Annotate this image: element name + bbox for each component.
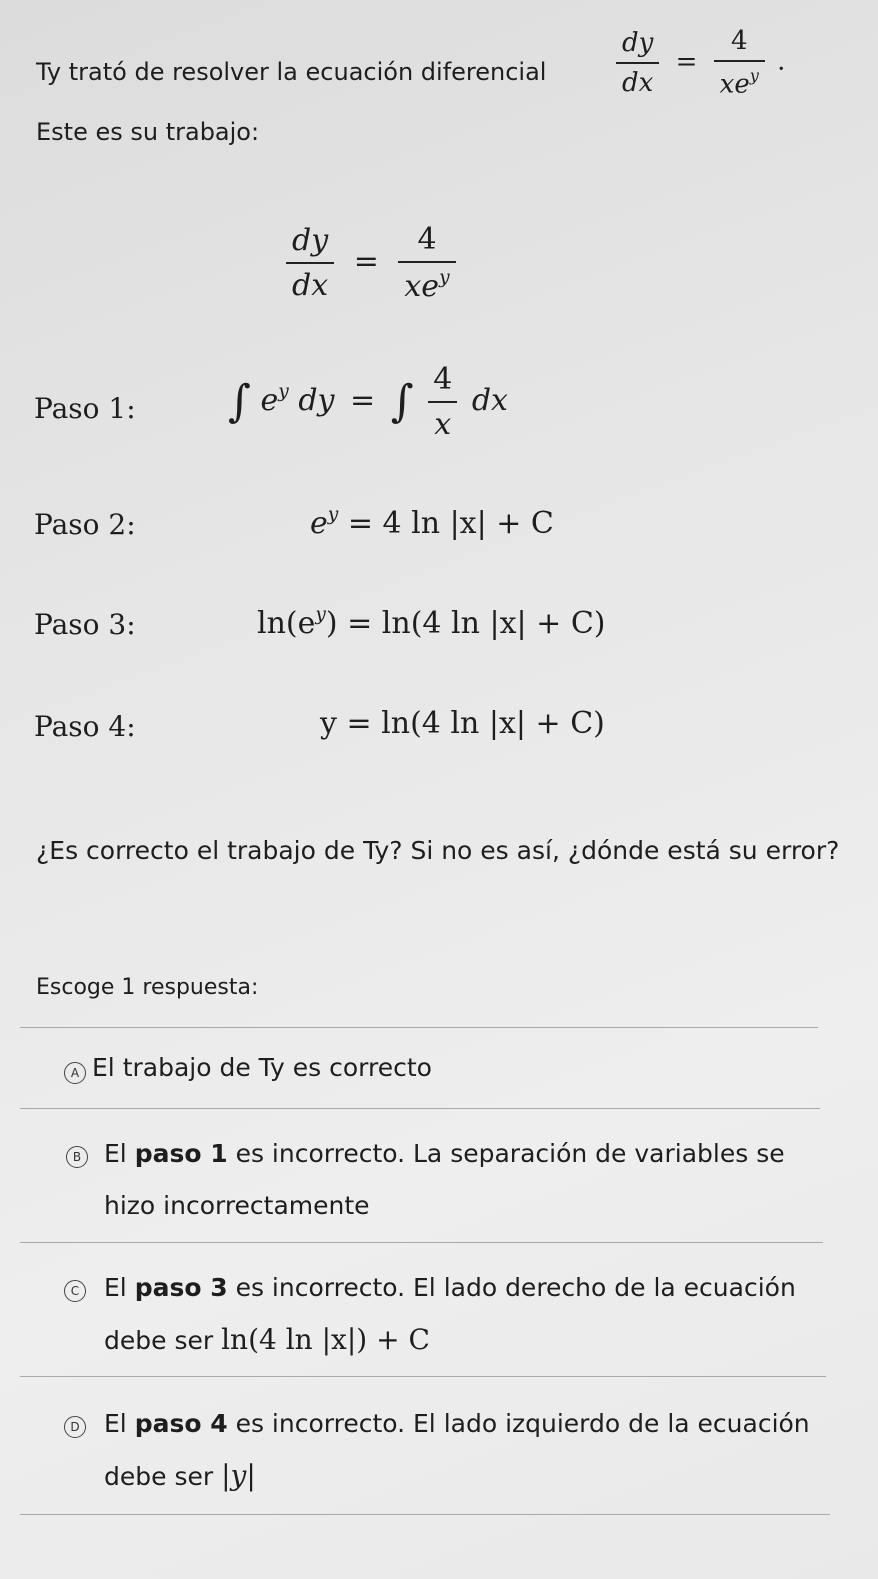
option-c-bold: paso 3 [134, 1273, 228, 1302]
step-1-lhs-sup: y [278, 380, 289, 402]
work-eq-rhs-den: xe [404, 269, 440, 305]
option-d-bold: paso 4 [134, 1409, 228, 1438]
option-d-pre: El [104, 1409, 135, 1438]
work-eq-rhs-den-sup: y [439, 267, 450, 288]
option-b-radio[interactable]: B [66, 1146, 88, 1168]
step-1-label: Paso 1: [34, 392, 136, 425]
eq-equals: = [675, 46, 698, 77]
intro-text [36, 58, 546, 87]
divider [20, 1027, 818, 1028]
integral-sign: ∫ [390, 376, 414, 427]
step-1-rhs-d: dx [471, 383, 508, 418]
step-1-equation: ∫ $e^y$ dy = ∫ $\frac{4}{x}$ dx [228, 362, 508, 442]
step-2-label: Paso 2: [34, 508, 136, 541]
option-a-radio[interactable]: A [64, 1062, 86, 1084]
option-c-text [104, 1262, 824, 1367]
work-equation [282, 222, 460, 304]
eq-period: . [777, 46, 786, 77]
option-b-text [104, 1128, 824, 1232]
step-4-expr: y = ln(4 ln |x| + C) [320, 706, 605, 741]
integral-sign: ∫ [228, 376, 251, 427]
choose-label: Escoge 1 respuesta: [36, 975, 259, 1000]
header-equation [612, 26, 785, 99]
step-3-expr-sup: y [315, 604, 326, 625]
eq-lhs-den: dx [616, 62, 659, 98]
divider [20, 1108, 820, 1109]
option-d[interactable] [20, 1390, 820, 1508]
step-4-equation [320, 706, 605, 741]
option-b-rest: es incorrecto. La separación de variables se hizo incorrectamente [104, 1139, 785, 1220]
step-1-rhs-num: 4 [433, 362, 453, 397]
option-d-rest: es incorrecto. El lado izquierdo de la ecuación debe ser [104, 1409, 810, 1491]
option-c-rest: es incorrecto. El lado derecho de la ecuación debe ser [104, 1273, 796, 1355]
step-1-rhs-den: x [428, 401, 457, 442]
work-label: Este es su trabajo: [36, 118, 260, 146]
option-a-text: El trabajo de Ty es correcto [92, 1053, 432, 1082]
step-2-rhs: = 4 ln |x| + C [347, 506, 554, 542]
option-b-pre: El [104, 1139, 135, 1168]
work-eq-lhs-num: dy [292, 223, 329, 258]
step-3-expr-a: ln(e [257, 606, 316, 642]
eq-rhs-den-sup: y [749, 66, 759, 85]
work-eq-lhs-den: dx [286, 262, 334, 303]
step-3-equation [257, 604, 606, 641]
step-2-equation [310, 504, 554, 541]
option-c-math: ln(4 ln |x|) + C [221, 1323, 430, 1356]
eq-rhs-den: xe [719, 69, 750, 100]
option-d-math: |y| [221, 1459, 256, 1492]
work-eq-rhs-num: 4 [417, 222, 437, 257]
work-eq-equals: = [353, 244, 379, 279]
divider [20, 1242, 823, 1243]
step-1-lhs: e [260, 383, 279, 418]
option-d-text [104, 1398, 824, 1503]
option-c[interactable] [20, 1254, 820, 1369]
option-b[interactable] [20, 1120, 820, 1235]
step-2-lhs: e [310, 506, 328, 542]
eq-rhs-num: 4 [730, 26, 748, 56]
option-b-bold: paso 1 [134, 1139, 228, 1168]
step-2-lhs-sup: y [327, 504, 339, 525]
step-3-expr-b: ) = ln(4 ln |x| + C) [325, 606, 606, 642]
divider [20, 1514, 830, 1515]
eq-lhs-num: dy [622, 27, 654, 58]
option-c-radio[interactable]: C [64, 1280, 86, 1302]
step-4-label: Paso 4: [34, 710, 136, 743]
intro-sentence: Ty trató de resolver la ecuación diferencial [36, 58, 547, 86]
option-a[interactable] [20, 1040, 820, 1100]
step-3-label: Paso 3: [34, 608, 136, 641]
option-c-pre: El [104, 1273, 135, 1302]
option-d-radio[interactable]: D [64, 1416, 86, 1438]
step-1-lhs-d: dy [298, 383, 335, 418]
divider [20, 1376, 826, 1377]
question-text: ¿Es correcto el trabajo de Ty? Si no es así, ¿dónde está su error? [36, 836, 840, 865]
